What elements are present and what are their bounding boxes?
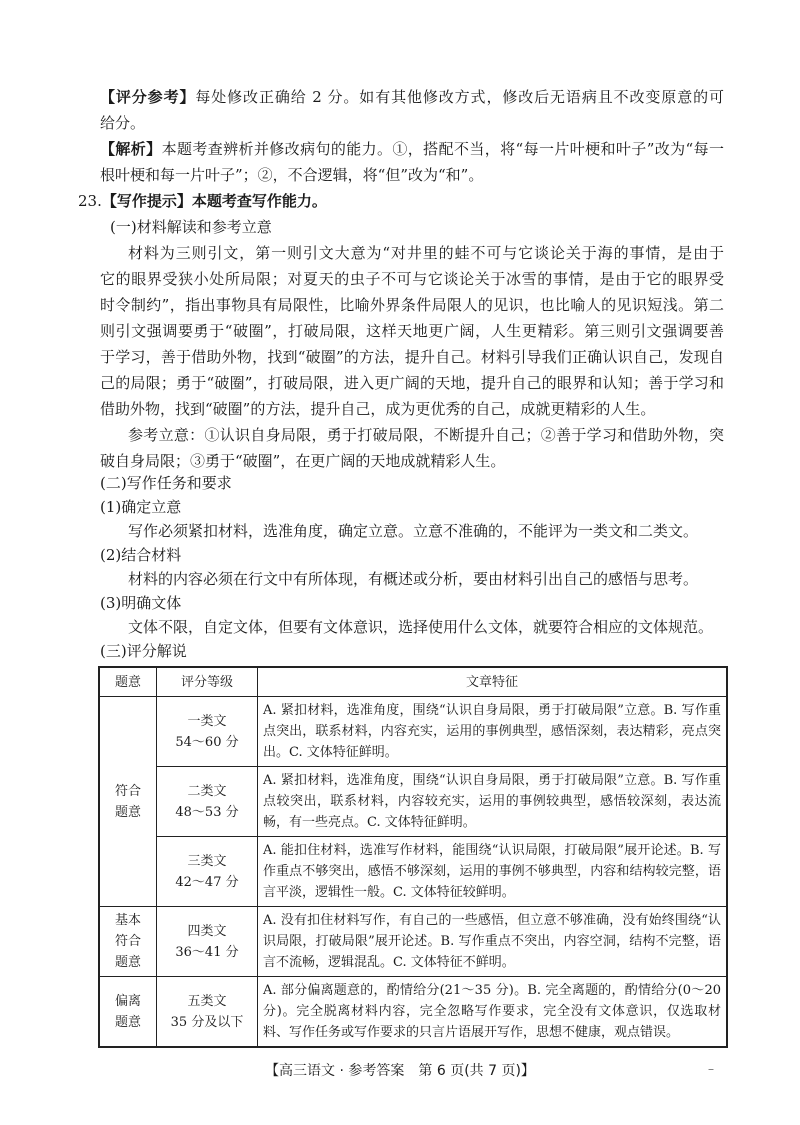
para1-line-6: 己的局限；勇于“破圈”，打破局限，进入更广阔的天地，提升自己的眼界和认知；善于学习和 — [100, 374, 724, 392]
para1-line-5: 于学习，善于借助外物，找到“破圈”的方法，提升自己。材料引导我们正确认识自己，发现自 — [100, 348, 724, 366]
analysis-line-1 — [100, 136, 724, 162]
header-topic: 题意 — [99, 667, 157, 697]
topic-text: 符合 — [114, 783, 141, 799]
scoring-table — [98, 666, 728, 1048]
level-score: 48～53 分 — [175, 804, 239, 820]
level-score: 42～47 分 — [175, 874, 239, 890]
level-name: 一类文 — [187, 713, 227, 729]
table-row — [99, 977, 727, 1048]
q23-number: 23. — [78, 192, 102, 210]
eval-text-1: 每处修改正确给 2 分。如有其他修改方式，修改后无语病且不改变原意的可 — [195, 88, 724, 106]
level-cell — [157, 907, 258, 977]
section-3-title: (三)评分解说 — [100, 642, 187, 660]
level-name: 二类文 — [187, 783, 227, 799]
feature-cell: A. 没有扣住材料写作，有自己的一些感悟，但立意不够准确，没有始终围绕“认识局限，打破局限”展开论述。B. 写作重点不突出，内容空洞，结构不完整，语言不流畅，逻辑混乱。C. 文体特征不鲜明。 — [258, 907, 728, 977]
table-row — [99, 767, 727, 837]
level-score: 54～60 分 — [175, 734, 239, 750]
para1-line-3: 时令制约”，指出事物具有局限性，比喻外界条件局限人的见识，也比喻人的见识短浅。第二 — [100, 296, 724, 314]
item-2-title: (2)结合材料 — [100, 546, 182, 564]
table-header-row — [99, 667, 727, 697]
para1-line-7: 借助外物，找到“破圈”的方法，提升自己，成为更优秀的自己，成就更精彩的人生。 — [100, 400, 656, 418]
topic-text: 基本 — [114, 913, 141, 928]
item-3-text: 文体不限，自定文体，但要有文体意识，选择使用什么文体，就要符合相应的文体规范。 — [128, 618, 714, 636]
topic-text: 偏离 — [114, 993, 141, 1009]
analysis-label: 【解析】 — [100, 140, 162, 158]
item-1-text: 写作必须紧扣材料，选准角度，确定立意。立意不准确的，不能评为一类文和二类文。 — [128, 522, 699, 540]
table-row — [99, 907, 727, 977]
feature-cell: A. 紧扣材料，选准角度，围绕“认识自身局限，勇于打破局限”立意。B. 写作重点较突出，联系材料，内容较充实，运用的事例较典型，感悟较深刻，表达流畅，有一些亮点。C. 文体特征鲜明。 — [258, 767, 728, 837]
topic-cell — [99, 977, 157, 1048]
para2-line-1: 参考立意：①认识自身局限，勇于打破局限，不断提升自己；②善于学习和借助外物，突 — [128, 426, 724, 444]
topic-text: 题意 — [114, 1014, 141, 1030]
topic-cell — [99, 697, 157, 907]
section-2-title: (二)写作任务和要求 — [100, 474, 232, 492]
section-1-title: (一)材料解读和参考立意 — [110, 218, 272, 236]
para2-line-2: 破自身局限；③勇于“破圈”，在更广阔的天地成就精彩人生。 — [100, 452, 506, 470]
feature-cell: A. 紧扣材料，选准角度，围绕“认识自身局限，勇于打破局限”立意。B. 写作重点突出，联系材料，内容充实，运用的事例典型，感悟深刻，表达精彩，亮点突出。C. 文体特征鲜明。 — [258, 697, 728, 767]
level-score: 35 分及以下 — [170, 1014, 244, 1030]
item-2-text: 材料的内容必须在行文中有所体现，有概述或分析，要由材料引出自己的感悟与思考。 — [128, 570, 699, 588]
eval-label: 【评分参考】 — [100, 88, 196, 106]
level-cell — [157, 697, 258, 767]
item-3-title: (3)明确文体 — [100, 594, 182, 612]
q23-heading — [78, 188, 724, 214]
q23-title: 【写作提示】本题考查写作能力。 — [101, 192, 327, 210]
header-level: 评分等级 — [157, 667, 258, 697]
topic-cell — [99, 907, 157, 977]
topic-text: 题意 — [114, 955, 141, 970]
item-1-title: (1)确定立意 — [100, 498, 182, 516]
level-name: 五类文 — [187, 993, 227, 1009]
level-name: 四类文 — [187, 923, 227, 939]
analysis-text-1: 本题考查辨析并修改病句的能力。①，搭配不当，将“每一片叶梗和叶子”改为“每一 — [161, 140, 724, 158]
level-cell — [157, 767, 258, 837]
analysis-line-2: 根叶梗和每一片叶子”；②，不合逻辑，将“但”改为“和”。 — [100, 166, 484, 184]
eval-line-1 — [100, 84, 724, 110]
level-cell — [157, 977, 258, 1048]
page-footer: 【高三语文 · 参考答案 第 6 页(共 7 页)】 — [265, 1063, 535, 1079]
feature-cell: A. 部分偏离题意的，酌情给分(21～35 分)。B. 完全离题的，酌情给分(0～20 分)。完全脱离材料内容，完全忽略写作要求，完全没有文体意识，仅选取材料、写作任务或写作要求的只言片语展开写作，思想不健康，观点错误。 — [258, 977, 728, 1048]
level-cell — [157, 837, 258, 907]
header-feature: 文章特征 — [258, 667, 728, 697]
table-row — [99, 837, 727, 907]
para1-line-2: 它的眼界受狭小处所局限；对夏天的虫子不可与它谈论关于冰雪的事情，是由于它的眼界受 — [100, 270, 724, 288]
level-name: 三类文 — [187, 853, 227, 869]
para1-line-1: 材料为三则引文，第一则引文大意为“对井里的蛙不可与它谈论关于海的事情，是由于 — [128, 244, 724, 262]
table-row — [99, 697, 727, 767]
topic-text: 符合 — [114, 934, 141, 949]
eval-line-2: 给分。 — [100, 114, 146, 132]
para1-line-4: 则引文强调要勇于“破圈”，打破局限，这样天地更广阔，人生更精彩。第三则引文强调要善 — [100, 322, 724, 340]
topic-text: 题意 — [114, 804, 141, 820]
feature-cell: A. 能扣住材料，选准写作材料，能围绕“认识局限，打破局限”展开论述。B. 写作重点不够突出，感悟不够深刻，运用的事例不够典型，内容和结构较完整，语言平淡，逻辑性一般。C. 文体特征较鲜明。 — [258, 837, 728, 907]
corner-mark: – — [708, 1062, 714, 1076]
level-score: 36～41 分 — [175, 944, 239, 960]
